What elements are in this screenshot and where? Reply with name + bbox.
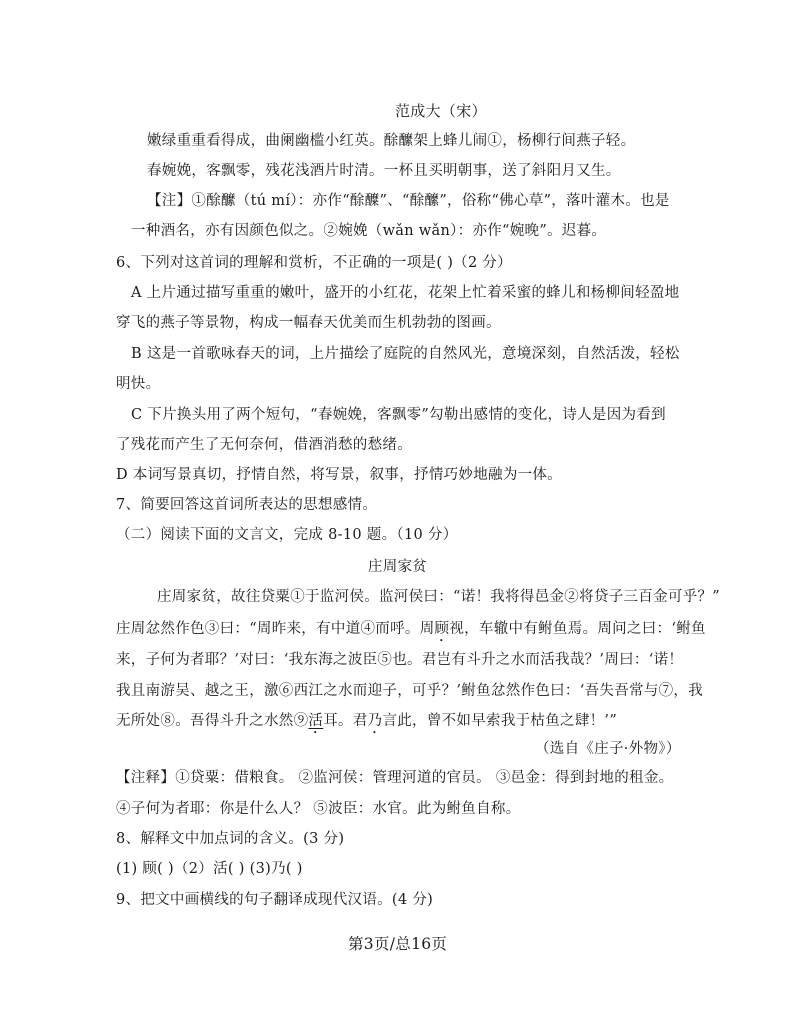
annotation-line-2: ④子何为者耶：你是什么人？ ⑤波臣：水官。此为鲋鱼自称。 xyxy=(116,801,521,817)
story-line-4: 我且南游吴、越之王，激⑥西江之水而迎子，可乎？’鲋鱼忿然作色曰：‘吾失吾常与⑦，我 xyxy=(116,683,704,699)
option-c-line-1: C 下片换头用了两个短句，“春婉娩，客飘零”勾勒出感情的变化，诗人是因为看到 xyxy=(131,407,666,423)
story-line-5 xyxy=(116,711,617,737)
option-a-line-1: A 上片通过描写重重的嫩叶，盛开的小红花，花架上忙着采蜜的蜂儿和杨柳间轻盈地 xyxy=(131,285,680,301)
question-8-stem: 8、解释文中加点词的含义。(3 分) xyxy=(116,831,345,847)
question-7: 7、简要回答这首词所表达的思想感情。 xyxy=(116,497,378,513)
dotted-word-nai: 乃 xyxy=(367,713,383,729)
story-line-3: 来，子何为者耶？’对曰：‘我东海之波臣⑤也。君岂有斗升之水而活我哉？’周曰：‘诺！ xyxy=(116,652,684,668)
option-b-line-2: 明快。 xyxy=(116,376,161,392)
section-2-heading: （二）阅读下面的文言文，完成 8-10 题。（10 分） xyxy=(116,527,458,543)
story-line-5-part-e: 言此，曾不如早索我于枯鱼之肆！’” xyxy=(382,713,618,729)
question-9: 9、把文中画横线的句子翻译成现代汉语。(4 分) xyxy=(116,892,434,908)
page-footer: 第3页/总16页 xyxy=(348,935,448,953)
poem-note-2: 一种酒名，亦有因颜色似之。②婉娩（wǎn wǎn）：亦作“婉晚”。迟暮。 xyxy=(131,223,607,239)
story-source: （选自《庄子·外物》） xyxy=(535,741,681,757)
option-d: D 本词写景真切，抒情自然，将写景，叙事，抒情巧妙地融为一体。 xyxy=(116,467,563,483)
story-line-2-part-c: 视，车辙中有鲋鱼焉。周问之曰：‘鲋鱼 xyxy=(449,621,706,637)
story-line-5-part-c: 耳。君 xyxy=(323,713,368,729)
poem-note-1: 【注】①酴醿（tú mí）：亦作“酴醾”、“酴醿”，俗称“佛心草”，落叶灌木。也是 xyxy=(147,193,670,209)
story-line-2-part-a: 庄周忿然作色③曰：“周昨来，有中道④而呼。周 xyxy=(116,621,435,637)
dotted-word-huo: 活 xyxy=(308,713,324,729)
question-6-stem: 6、下列对这首词的理解和赏析，不正确的一项是( )（2 分） xyxy=(116,255,512,271)
poem-author: 范成大（宋） xyxy=(395,102,487,120)
story-title: 庄周家贫 xyxy=(368,559,428,575)
dotted-word-gu: 顾 xyxy=(434,621,450,637)
poem-line-2: 春婉娩，客飘零，残花浅酒片时清。一杯且买明朝事，送了斜阳月又生。 xyxy=(147,163,621,179)
story-line-1: 庄周家贫，故往贷粟①于监河侯。监河侯曰：“诺！我将得邑金②将贷子三百金可乎？” xyxy=(157,589,721,605)
poem-line-1: 嫩绿重重看得成，曲阑幽槛小红英。酴醿架上蜂儿闹①，杨柳行间燕子轻。 xyxy=(147,133,636,149)
option-c-line-2: 了残花而产生了无何奈何，借酒消愁的愁绪。 xyxy=(116,437,412,453)
story-line-2 xyxy=(116,619,706,645)
question-8-blanks: (1) 顾( )（2）活( ) (3)乃( ) xyxy=(116,861,303,877)
option-a-line-2: 穿飞的燕子等景物，构成一幅春天优美而生机勃勃的图画。 xyxy=(116,315,501,331)
annotation-line-1: 【注释】①贷粟：借粮食。 ②监河侯：管理河道的官员。 ③邑金：得到封地的租金。 xyxy=(116,770,674,786)
option-b-line-1: B 这是一首歌咏春天的词，上片描绘了庭院的自然风光，意境深刻，自然活泼，轻松 xyxy=(131,346,680,362)
story-line-5-part-a: 无所处⑧。吾得斗升之水然⑨ xyxy=(116,713,309,729)
